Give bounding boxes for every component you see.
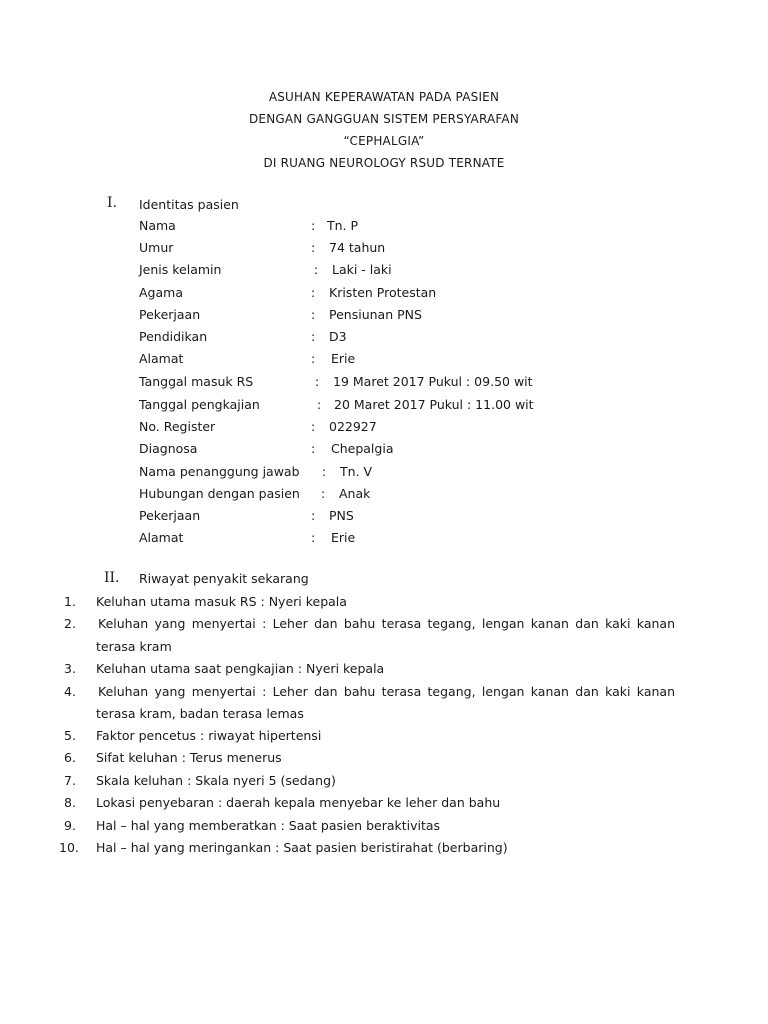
section-1-number: I. (107, 195, 117, 211)
list-item-text: Skala keluhan : Skala nyeri 5 (sedang) (96, 773, 336, 788)
field-label: Agama (139, 285, 183, 300)
field-colon: : (317, 397, 322, 412)
list-item-text: Keluhan utama masuk RS : Nyeri kepala (96, 594, 347, 609)
field-value: Erie (331, 351, 356, 366)
field-value: 19 Maret 2017 Pukul : 09.50 wit (333, 374, 533, 389)
field-label: Pendidikan (139, 329, 208, 344)
document-title-line-4: DI RUANG NEUROLOGY RSUD TERNATE (263, 156, 505, 170)
field-value: Laki - laki (332, 262, 392, 277)
list-item-continuation: terasa kram, badan terasa lemas (96, 706, 304, 721)
field-label: Tanggal masuk RS (139, 374, 254, 389)
field-colon: : (311, 530, 316, 545)
field-value: Erie (331, 530, 356, 545)
field-colon: : (315, 374, 320, 389)
field-colon: : (311, 351, 316, 366)
list-item-number: 8. (64, 795, 76, 810)
field-label: Alamat (139, 530, 184, 545)
field-value: 022927 (329, 419, 377, 434)
field-value: D3 (329, 329, 347, 344)
field-value: 20 Maret 2017 Pukul : 11.00 wit (334, 397, 534, 412)
field-value: Pensiunan PNS (329, 307, 422, 322)
field-value: Tn. P (327, 218, 359, 233)
list-item-text: Hal – hal yang memberatkan : Saat pasien beraktivitas (96, 818, 441, 833)
field-value: Chepalgia (331, 441, 394, 456)
list-item-text: Keluhan yang menyertai : Leher dan bahu terasa tegang, lengan kanan dan kaki kanan (98, 616, 675, 631)
field-label: Umur (139, 240, 174, 255)
section-2-title: Riwayat penyakit sekarang (139, 571, 309, 586)
list-item-number: 10. (59, 840, 79, 855)
list-item-text: Keluhan yang menyertai : Leher dan bahu terasa tegang, lengan kanan dan kaki kanan (98, 684, 675, 699)
field-colon: : (311, 307, 316, 322)
field-label: Pekerjaan (139, 307, 201, 322)
section-2-number: II. (104, 570, 120, 586)
document-title-line-2: DENGAN GANGGUAN SISTEM PERSYARAFAN (248, 112, 520, 126)
field-label: Nama (139, 218, 176, 233)
field-colon: : (311, 285, 316, 300)
field-colon: : (311, 329, 316, 344)
list-item-number: 6. (64, 750, 76, 765)
field-colon: : (321, 486, 326, 501)
list-item-text: Lokasi penyebaran : daerah kepala menyebar ke leher dan bahu (96, 795, 501, 810)
list-item-number: 7. (64, 773, 76, 788)
document-title-line-1: ASUHAN KEPERAWATAN PADA PASIEN (268, 90, 500, 104)
field-label: Diagnosa (139, 441, 198, 456)
list-item-number: 1. (64, 594, 76, 609)
field-colon: : (311, 419, 316, 434)
field-label: Alamat (139, 351, 184, 366)
list-item-text: Keluhan utama saat pengkajian : Nyeri kepala (96, 661, 385, 676)
field-label: Pekerjaan (139, 508, 201, 523)
field-label: Jenis kelamin (139, 262, 222, 277)
field-colon: : (322, 464, 327, 479)
field-value: 74 tahun (329, 240, 386, 255)
field-label: Nama penanggung jawab (139, 464, 300, 479)
list-item-number: 9. (64, 818, 76, 833)
field-value: PNS (329, 508, 354, 523)
field-label: No. Register (139, 419, 216, 434)
list-item-continuation: terasa kram (96, 639, 172, 654)
list-item-number: 4. (64, 684, 76, 699)
field-colon: : (311, 441, 316, 456)
field-colon: : (311, 218, 316, 233)
field-label: Hubungan dengan pasien (139, 486, 300, 501)
list-item-text: Hal – hal yang meringankan : Saat pasien beristirahat (berbaring) (96, 840, 508, 855)
field-value: Tn. V (340, 464, 373, 479)
field-value: Kristen Protestan (329, 285, 437, 300)
field-value: Anak (339, 486, 371, 501)
list-item-number: 3. (64, 661, 76, 676)
field-colon: : (314, 262, 319, 277)
section-1-title: Identitas pasien (139, 197, 239, 212)
field-colon: : (311, 508, 316, 523)
list-item-text: Faktor pencetus : riwayat hipertensi (96, 728, 322, 743)
field-label: Tanggal pengkajian (139, 397, 260, 412)
field-colon: : (311, 240, 316, 255)
document-title-line-3: “CEPHALGIA” (343, 134, 425, 148)
list-item-number: 2. (64, 616, 76, 631)
list-item-text: Sifat keluhan : Terus menerus (96, 750, 282, 765)
list-item-number: 5. (64, 728, 76, 743)
